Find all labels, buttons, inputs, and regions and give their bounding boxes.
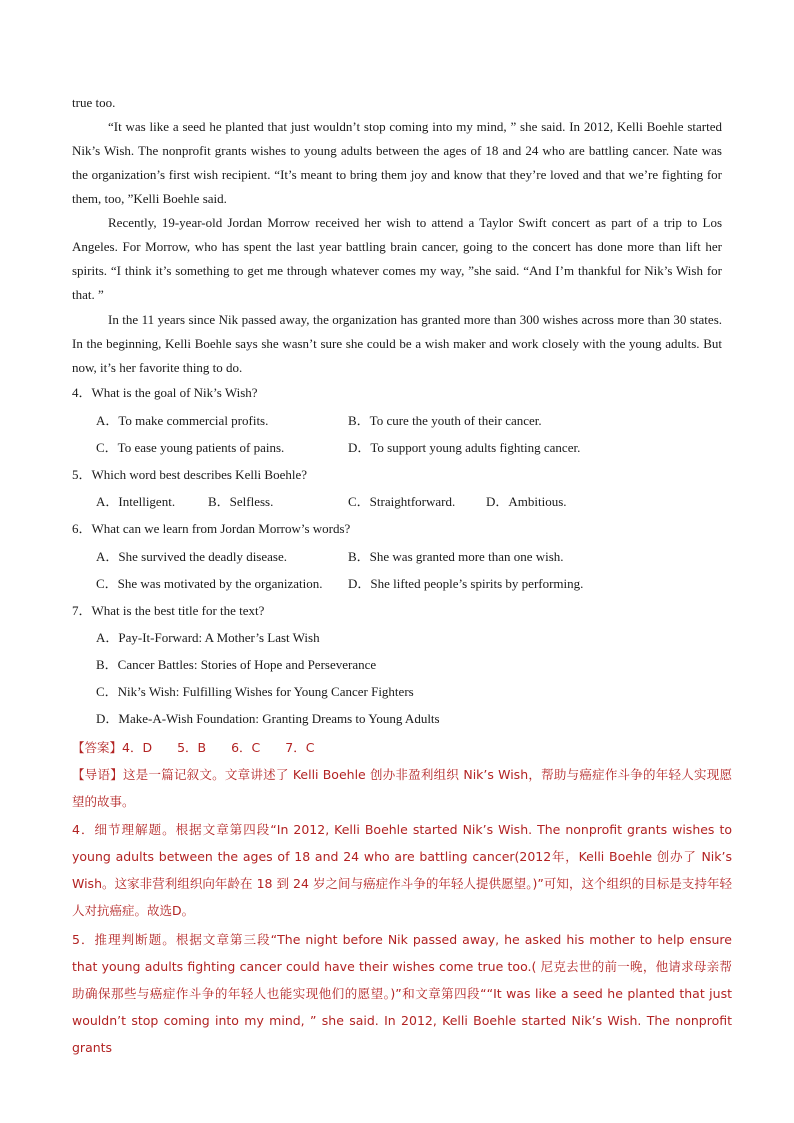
question-6-option-c: C．She was motivated by the organization. [96,576,323,591]
question-5-stem: 5．Which word best describes Kelli Boehle? [72,467,308,482]
question-5-option-a: A．Intelligent. [96,494,176,509]
question-7-option-d: D．Make-A-Wish Foundation: Granting Dreams to Young Adults [96,711,440,726]
question-6-option-a: A．She survived the deadly disease. [96,549,287,564]
passage-paragraph-2: Recently, 19-year-old Jordan Morrow received her wish to attend a Taylor Swift concert as part of a trip to Los Angeles. For Morrow, who has spent the last year battling brain cancer, going to the concert has done more than lift her spirits. “I think it’s something to get me through whatever comes my way, ”she said. “And I’m thankful for Nik’s Wish for that. ” [72,215,722,302]
question-6-option-d: D．She lifted people’s spirits by performing. [348,576,584,591]
guide-text: 【导语】这是一篇记叙文。文章讲述了 Kelli Boehle 创办非盈利组织 Nik’s Wish，帮助与癌症作斗争的年轻人实现愿望的故事。 [72,767,732,809]
question-5-option-d: D．Ambitious. [486,494,567,509]
question-7-stem: 7．What is the best title for the text? [72,603,265,618]
explanation-5: 5．推理判断题。根据文章第三段“The night before Nik passed away, he asked his mother to help ensure that young adults fighting cancer could have their wishes come true too.( 尼克去世的前一晚，他请求母亲帮助确保那些与癌症作斗争的年轻人也能实现他们的愿望。)”和文章第四段““It was like a seed he planted that just wouldn’t stop coming into my mind, ” she said. In 2012, Kelli Boehle started Nik’s Wish. The nonprofit grants [72,932,732,1055]
question-7-option-c: C．Nik’s Wish: Fulfilling Wishes for Young Cancer Fighters [96,684,414,699]
question-7-option-b: B．Cancer Battles: Stories of Hope and Perseverance [96,657,377,672]
question-5-option-b: B．Selfless. [208,494,274,509]
question-4-stem: 4．What is the goal of Nik’s Wish? [72,385,258,400]
question-4-option-b: B．To cure the youth of their cancer. [348,413,542,428]
question-6-option-b: B．She was granted more than one wish. [348,549,564,564]
question-6-stem: 6．What can we learn from Jordan Morrow’s words? [72,521,351,536]
question-4-option-a: A．To make commercial profits. [96,413,269,428]
passage-paragraph-0: true too. [72,95,116,110]
explanation-4: 4．细节理解题。根据文章第四段“In 2012, Kelli Boehle started Nik’s Wish. The nonprofit grants wishes to young adults between the ages of 18 and 24 who are battling cancer(2012年，Kelli Boehle 创办了 Nik’s Wish。这家非营利组织向年龄在 18 到 24 岁之间与癌症作斗争的年轻人提供愿望。)”可知，这个组织的目标是支持年轻人对抗癌症。故选D。 [72,822,732,918]
question-5-option-c: C．Straightforward. [348,494,456,509]
answer-key: 【答案】4．D 5．B 6．C 7．C [72,740,315,755]
passage-paragraph-1: “It was like a seed he planted that just wouldn’t stop coming into my mind, ” she said. In 2012, Kelli Boehle started Nik’s Wish. The nonprofit grants wishes to young adults between the ages of 18 and 24 who are battling cancer. Nate was the organization’s first wish recipient. “It’s meant to bring them joy and know that they’re loved and that we’re fighting for them, too, ”Kelli Boehle said. [72,119,722,206]
passage-paragraph-3: In the 11 years since Nik passed away, the organization has granted more than 300 wishes across more than 30 states. In the beginning, Kelli Boehle says she wasn’t sure she could be a wish maker and work closely with the young adults. But now, it’s her favorite thing to do. [72,312,722,375]
question-4-option-d: D．To support young adults fighting cancer. [348,440,581,455]
question-4-option-c: C．To ease young patients of pains. [96,440,285,455]
question-7-option-a: A．Pay-It-Forward: A Mother’s Last Wish [96,630,320,645]
